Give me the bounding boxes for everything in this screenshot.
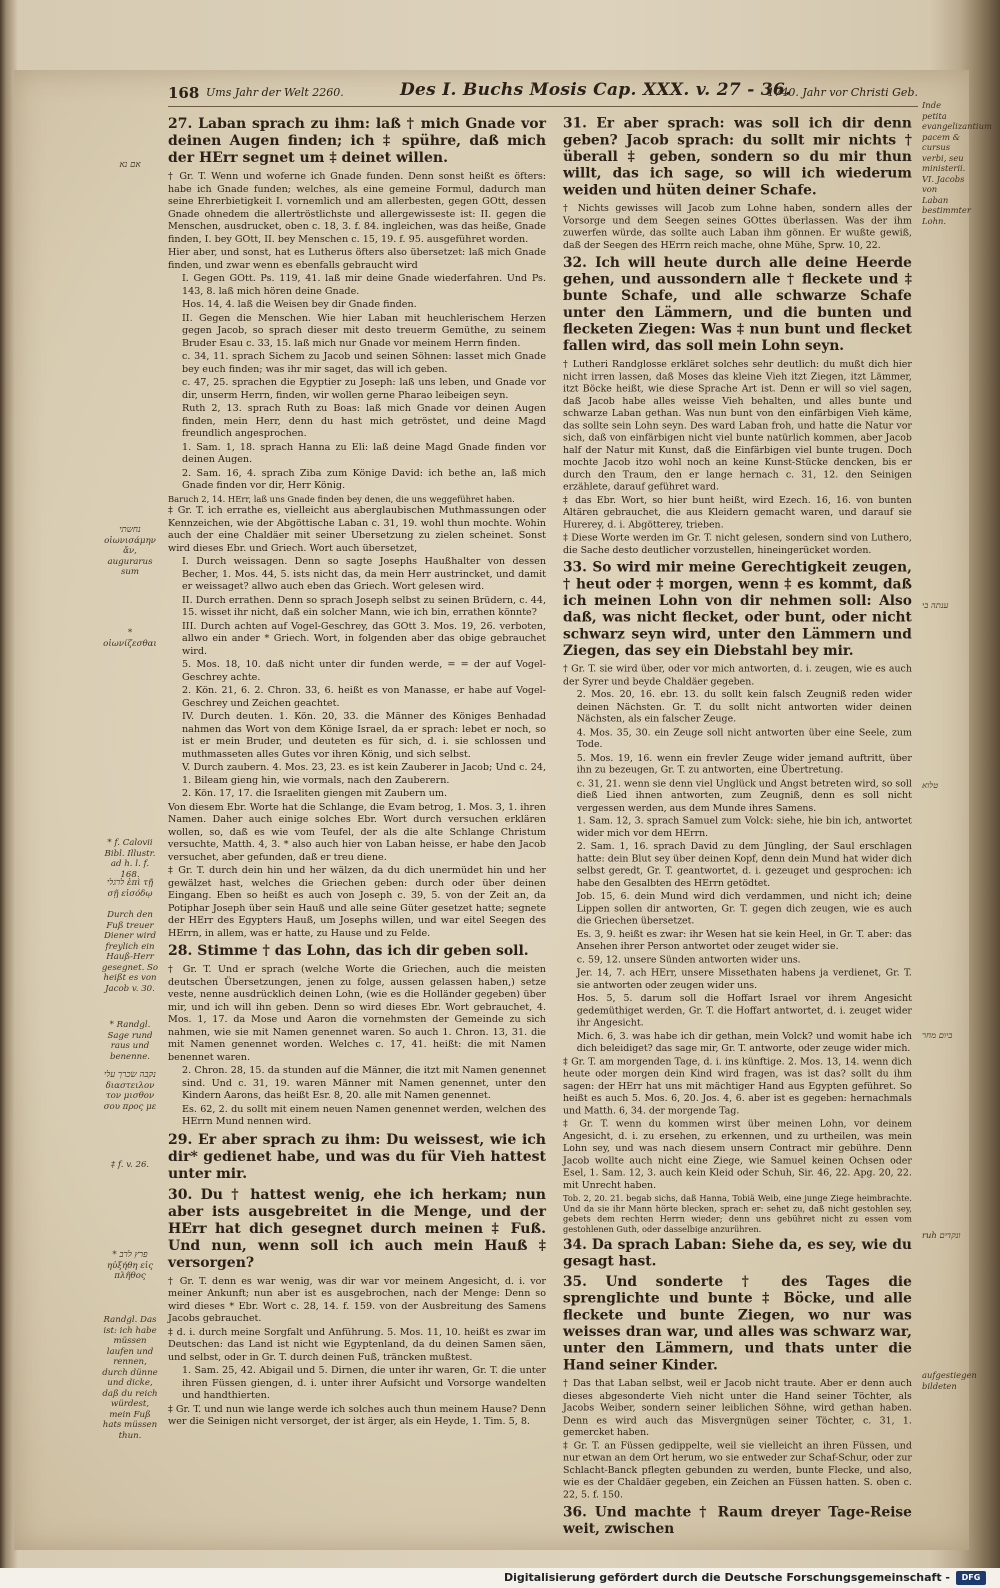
right-text-column [563, 113, 912, 1542]
page-number: 168 [168, 84, 200, 102]
margin-note: aufgestiegen bildeten [922, 1370, 977, 1391]
footnote-reference: V. Durch zaubern. 4. Mos. 23, 23. es ist kein Zauberer in Jacob; Und c. 24, 1. Bileam gieng hin, wie vormals, nach den Zauberern. [182, 762, 546, 786]
verse-text: 29. Er aber sprach zu ihm: Du weissest, wie ich dir* gedienet habe, und was du für Vieh hattest unter mir. [168, 1131, 546, 1182]
margin-note: נקבה שׂכרך עלי διαστειλον τον μισθον σου προς με [103, 1070, 157, 1112]
footnote-reference: III. Durch achten auf Vogel-Geschrey, das GOtt 3. Mos. 19, 26. verboten, allwo ein ander * Griech. Wort, in folgenden aber das obige gebrauchet wird. [182, 620, 546, 657]
footnote: Von diesem Ebr. Worte hat die Schlange, die Evam betrog, 1. Mos. 3, 1. ihren Namen. Daher auch einige solches Ebr. Wort durch versuchen erklären wollen, so, daß es wie vom Teufel, der als die alte Schlange Christum versuchte, Matth. 4, 3. * also auch hier von Laban heisse, er habe den Jacob versuchet, aber gefunden, daß er treu diene. [168, 801, 546, 863]
footnote: † Nichts gewisses will Jacob zum Lohne haben, sondern alles der Vorsorge und dem Seegen seines GOttes überlassen. Was der ihm zuwerfen würde, das sollte auch Laban ihm gönnen. Er wußte gewiß, daß der Seegen des HErrn reich mache, ohne Mühe, Sprw. 10, 22. [563, 203, 912, 251]
footnote: ‡ Gr. T. an Füssen gedippelte, weil sie vielleicht an ihren Füssen, und nur etwan an dem Ort herum, wo sie entweder zur Schaf-Schur, oder zur Schlacht-Banck pflegten gebunden zu werden, bunte Flecke, und also, wie es der Chaldäer gegeben, ein Zeichen an Füssen hatten. S. oben c. 22, 5. f. 150. [563, 1440, 912, 1501]
margin-note: Inde petita evangelizantium pacem & cursus verbi, seu ministerii. VI. Jacobs von Laban bestimmter Lohn. [922, 100, 992, 226]
footnote-reference: Es. 62, 2. du sollt mit einem neuen Namen genennet werden, welchen des HErrn Mund nennen wird. [182, 1103, 546, 1127]
margin-note: ruh ונקדים [922, 1230, 961, 1240]
footnote: ‡ d. i. durch meine Sorgfalt und Anführung. 5. Mos. 11, 10. heißt es zwar im Deutschen: das Land ist nicht wie Egyptenland, da du deinen Samen säen, und selbst, oder in Gr. T. durch deinen Fuß, träncken mußtest. [168, 1326, 546, 1363]
footnote-reference: 2. Sam. 16, 4. sprach Ziba zum Könige David: ich bethe an, laß mich Gnade finden vor dir, Herr König. [182, 467, 546, 491]
footnote-reference: 1. Sam. 1, 18. sprach Hanna zu Eli: laß deine Magd Gnade finden vor deinen Augen. [182, 441, 546, 465]
margin-note: נחשתי οἰωνισάμην ἄν, augurarus sum [104, 525, 156, 577]
footnote: ‡ Gr. T. durch dein hin und her wälzen, da du dich unermüdet hin und her gewälzet hast, welches die Griechen geben: durch oder über deinen Eingang. Eben so heißt es auch von Joseph c. 39, 5. von der Zeit an, da Potiphar Joseph über sein Hauß und alle seine Güter gesetzet hatte; segnete der HErr des Egypters Hauß, um Josephs willen, und war eitel Seegen des HErrn, in allem, was er hatte, zu Hause und zu Felde. [168, 865, 546, 939]
verse-text: 28. Stimme † das Lohn, das ich dir geben soll. [168, 943, 529, 959]
footnote: † Gr. T. sie wird über, oder vor mich antworten, d. i. zeugen, wie es auch der Syrer und beyde Chaldäer gegeben. [563, 663, 912, 687]
footnote: Hier aber, und sonst, hat es Lutherus öfters also übersetzet: laß mich Gnade finden, und zwar wenn es ebenfalls gebraucht wird [168, 247, 546, 271]
footnote-reference: I. Gegen GOtt. Ps. 119, 41. laß mir deine Gnade wiederfahren. Und Ps. 143, 8. laß mich hören deine Gnade. [182, 273, 546, 297]
dfg-logo: DFG [956, 1571, 986, 1585]
footnote: ‡ Gr. T. und nun wie lange werde ich solches auch thun meinem Hause? Denn wer die Seinigen nicht versorget, der ist ärger, als ein Heyde, 1. Tim. 5, 8. [168, 1403, 546, 1427]
footnote-reference: Jer. 14, 7. ach HErr, unsere Missethaten habens ja verdienet, Gr. T. sie antworten oder zeugen wider uns. [576, 967, 912, 991]
footnote-reference: c. 34, 11. sprach Sichem zu Jacob und seinen Söhnen: lasset mich Gnade bey euch finden; was ihr mir saget, das will ich geben. [182, 351, 546, 375]
margin-note: * פרץ לרב ηὐξήθη εἰς πλῆθος [106, 1250, 154, 1281]
footnote-reference: II. Gegen die Menschen. Wie hier Laban mit heuchlerischem Herzen gegen Jacob, so sprach dieser mit desto treuerm Gemüthe, zu seinem Bruder Esau c. 33, 15. laß mich nur Gnade vor meinem Herrn finden. [182, 312, 546, 349]
margin-note: Randgl. Das ist: ich habe müssen laufen und rennen, durch dünne und dicke, daß du reich würdest, mein Fuß hats müssen thun. [102, 1315, 158, 1441]
footnote: † Das that Laban selbst, weil er Jacob nicht traute. Aber er denn auch dieses abgesonderte Vieh nicht unter die Hand seiner Töchter, als Jacobs Weiber, sondern seiner leiblichen Söhne, wird gethan haben. Denn es wird auch das Misvergnügen seiner Töchter, c. 31, 1. gemercket haben. [563, 1378, 912, 1438]
footnote-reference: c. 47, 25. sprachen die Egyptier zu Joseph: laß uns leben, und Gnade vor dir, unserm Herrn, finden, wir wollen gerne Pharao leibeigen seyn. [182, 377, 546, 401]
margin-note: ‡ f. v. 26. [110, 1160, 150, 1170]
running-head [168, 80, 918, 107]
margin-note: * οἰωνίζεσθαι [103, 628, 157, 649]
verse-text: 30. Du † hattest wenig, ehe ich herkam; nun aber ists ausgebreitet in die Menge, und der HErr hat dich gesegnet durch meinen ‡ Fuß. Und nun, wenn soll ich auch mein Hauß ‡ versorgen? [168, 1186, 546, 1271]
footnote: ‡ das Ebr. Wort, so hier bunt heißt, wird Ezech. 16, 16. von bunten Altären gebrauchet, die aus Kleidern gemacht waren, und darauf sie Hurerey, d. i. Abgötterey, trieben. [563, 494, 912, 530]
margin-note: ביום מחר [922, 1030, 953, 1040]
footnote: ‡ Gr. T. ich errathe es, vielleicht aus aberglaubischen Muthmassungen oder Kennzeichen, wie der Abgöttische Laban c. 31, 19. wohl thun mochte. Wohin auch der eine Chaldäer mit seiner Ubersetzung zu zielen scheinet. Sonst wird dieses Ebr. und Griech. Wort auch übersetzet, [168, 505, 546, 554]
footnote-reference: Ruth 2, 13. sprach Ruth zu Boas: laß mich Gnade vor deinen Augen finden, mein Herr, denn du hast mich getröstet, und deine Magd freundlich angesprochen. [182, 403, 546, 439]
footnote-small: Tob. 2, 20. 21. begab sichs, daß Hanna, Tobiä Weib, eine junge Ziege heimbrachte. Und da sie ihr Mann hörte blecken, sprach er: sehet zu, daß nicht gestohlen sey, gebets dem rechten Herrn wieder; denn uns gebühret nicht zu essen vom gestohlenen Guth, oder dasselbige anzurühren. [563, 1192, 912, 1234]
footnote-reference: Es. 3, 9. heißt es zwar: ihr Wesen hat sie kein Heel, in Gr. T. aber: das Ansehen ihrer Person antwortet oder zeuget wider sie. [576, 928, 912, 952]
footnote-reference: 1. Sam. 25, 42. Abigail und 5. Dirnen, die unter ihr waren, Gr. T. die unter ihren Füssen giengen, d. i. unter ihrer Aufsicht und Vorsorge wandelten und handthierten. [182, 1365, 546, 1401]
footnote-reference: Job. 15, 6. dein Mund wird dich verdammen, und nicht ich; deine Lippen sollen dir antworten, Gr. T. gegen dich zeugen, wie es auch die Griechen übersetzet. [576, 891, 912, 927]
year-before-christ: 1740. Jahr vor Christi Geb. [767, 86, 918, 99]
margin-note: * f. Calovii Bibl. Illustr. ad h. l. f. 168. [104, 838, 156, 880]
footnote: † Gr. T. denn es war wenig, was dir war vor meinem Angesicht, d. i. vor meiner Ankunft; nun aber ist es ausgebrochen, nach der Menge: Denn so wird dieses * Ebr. Wort c. 28, 14. f. 159. von der Ausbreitung des Samens Jacobs gebrauchet. [168, 1275, 546, 1324]
footnote: ‡ Gr. T. am morgenden Tage, d. i. ins künftige. 2. Mos. 13, 14. wenn dich heute oder morgen dein Kind wird fragen, was ist das? sollt du ihm sagen: der HErr hat uns mit mächtiger Hand aus Egypten geführet. So heißt es auch 5. Mos. 6, 20. Jos. 4, 6. aber ist es gegeben: hernachmals und Matth. 6, 34. der morgende Tag. [563, 1056, 912, 1117]
margin-note: * Randgl. Sage rund raus und benenne. [107, 1020, 153, 1062]
footnote-reference: 5. Mos. 18, 10. daß nicht unter dir funden werde, = = der auf Vogel-Geschrey achte. [182, 659, 546, 683]
footnote-reference: IV. Durch deuten. 1. Kön. 20, 33. die Männer des Königes Benhadad nahmen das Wort von dem Könige Israel, da er sprach: lebet er noch, so ist er mein Bruder, und deuteten es für sich, d. i. sie schlossen und muthmasseten alles Gutes vor ihren König, und sich selbst. [182, 711, 546, 760]
footnote: ‡ Gr. T. wenn du kommen wirst über meinen Lohn, vor deinem Angesicht, d. i. zu ersehen, zu erkennen, und zu urtheilen, was mein Lohn sey, und was nach diesem unsern Contract mir gebühre. Denn Jacob wollte auch nicht eine Ziege, wie Samuel keinen Ochsen oder Esel, 1. Sam. 12, 3. auch kein Kleid oder Schuh, Sir. 46, 22. Apg. 20, 22. mit Unrecht haben. [563, 1118, 912, 1191]
footnote-reference: 2. Sam. 1, 16. sprach David zu dem Jüngling, der Saul erschlagen hatte: dein Blut sey über deinen Kopf, denn dein Mund hat wider dich selbst geredt, Gr. T. geantwortet, d. i. gezeuget und gesprochen: ich habe den Gesalbten des HErrn getödtet. [576, 841, 912, 889]
verse-text: 35. Und sonderte † des Tages die sprenglichte und bunte ‡ Böcke, und alle fleckete und bunte Ziegen, wo nur was weisses dran war, und alles was schwarz war, unter den Lämmern, und thats unter die Hand seiner Kinder. [563, 1274, 912, 1374]
page-title: Des I. Buchs Mosis Cap. XXX. v. 27 - 36. [400, 80, 792, 100]
footnote-reference: I. Durch weissagen. Denn so sagte Josephs Haußhalter von dessen Becher, 1. Mos. 44, 5. ists nicht das, da mein Herr austrincket, und damit er weissaget? allwo auch eben das Griech. Wort gelesen wird. [182, 556, 546, 592]
footnote: † Gr. T. Und er sprach (welche Worte die Griechen, auch die meisten deutschen Übersetzungen, jenen zu folge, aussen gelassen haben,) setze veste, nenne ausdrücklich deinen Lohn, (wie es die Holländer gegeben) über mir, und ich will ihn geben. Denn so wird dieses Ebr. Wort gebrauchet, 4. Mos. 1, 17. da Mose und Aaron die vornehmsten der Gemeinde zu sich nahmen, wie sie mit Namen genennet waren. So auch 1. Chron. 13, 31. die mit Namen genennet worden. Welches c. 17, 41. heißt: die mit Namen benennet waren. [168, 964, 546, 1063]
margin-note: טלוא [922, 780, 939, 790]
footnote-reference: Hos. 14, 4. laß die Weisen bey dir Gnade finden. [182, 299, 417, 310]
margin-note: ענתה בי [922, 600, 949, 610]
footnote: † Gr. T. Wenn und woferne ich Gnade funden. Denn sonst heißt es öfters: habe ich Gnade funden; welches, als eine gemeine Formul, dadurch man seine Ehrerbietigkeit I. vornemlich und am allerbesten, gegen GOtt, dessen Gnade ohnedem die allertröstlichste und allergewisseste ist: II. gegen die Menschen, ausdrucket, oben c. 18, 3. f. 84. ingleichen, was das heiße, Gnade finden, I. bey GOtt, II. bey Menschen c. 15, 19. f. 95. ausgeführet worden. [168, 171, 546, 245]
verse-text: 36. Und machte † Raum dreyer Tage-Reise weit, zwischen [563, 1504, 912, 1537]
footnote-reference: Hos. 5, 5. darum soll die Hoffart Israel vor ihrem Angesicht gedemüthiget werden, Gr. T. die Hoffart antwortet, d. i. zeuget wider ihr Angesicht. [576, 993, 912, 1029]
funding-note: Digitalisierung gefördert durch die Deutsche Forschungsgemeinschaft - [503, 1571, 950, 1584]
footnote-reference: 5. Mos. 19, 16. wenn ein frevler Zeuge wider jemand auftritt, über ihn zu bezeugen, Gr. T. zu antworten, eine Übertretung. [576, 752, 912, 776]
footnote-reference: Mich. 6, 3. was habe ich dir gethan, mein Volck? und womit habe ich dich beleidiget? das sage mir, Gr. T. antworte, oder zeuge wider mich. [576, 1030, 912, 1054]
footnote-reference: 1. Sam. 12, 3. sprach Samuel zum Volck: siehe, hie bin ich, antwortet wider mich vor dem HErrn. [576, 815, 912, 839]
footnote: † Lutheri Randglosse erkläret solches sehr deutlich: du mußt dich hier nicht irren lassen, daß Moses das kleine Vieh itzt Ziegen, itzt Lämmer, itzt Böcke heißt, wie diese Sprache Art ist. Denn er will so viel sagen, daß Jacob habe alles weisse Vieh behalten, und alles bunte und schwarze Laban gethan. Was nun bunt von den einfärbigen Vieh käme, das sollte sein Lohn seyn. Des ward Laban froh, und hatte die Natur vor sich, daß von einfärbigen nicht viel bunte natürlich kommen, aber Jacob half der Natur mit Kunst, daß die Einfärbigen viel bunte trugen. Doch mochte Jacob itzo wohl noch an keine Kunst-Stücke dencken, bis er durch den Traum, den er lange hernach c. 31, 12. den Seinigen erzählete, darauf geführet ward. [563, 358, 912, 493]
margin-note: לרגלי ἐπὶ τῇ σῇ εἰσόδῳ [106, 878, 154, 899]
footnote-reference: c. 31, 21. wenn sie denn viel Unglück und Angst betreten wird, so soll dieß Lied ihnen antworten, zum Zeugniß, denn es soll nicht vergessen werden, aus dem Munde ihres Samens. [576, 777, 912, 814]
footnote-reference: 4. Mos. 35, 30. ein Zeuge soll nicht antworten über eine Seele, zum Tode. [576, 726, 912, 750]
footnote-small: Baruch 2, 14. HErr, laß uns Gnade finden bey denen, die uns weggeführet haben. [168, 493, 515, 504]
verse-text: 31. Er aber sprach: was soll ich dir denn geben? Jacob sprach: du sollt mir nichts † überall ‡ geben, sondern so du mir thun willt, das ich sage, so will ich wiederum weiden und hüten deiner Schafe. [563, 115, 912, 199]
footnote-reference: 2. Kön. 17, 17. die Israeliten giengen mit Zaubern um. [182, 788, 448, 799]
margin-note: אם נא [119, 160, 141, 170]
footnote-reference: 2. Mos. 20, 16. ebr. 13. du sollt kein falsch Zeugniß reden wider deinen Nächsten. Gr. T. du sollt nicht antworten wider deinen Nächsten, als ein falscher Zeuge. [576, 689, 912, 725]
footnote-reference: 2. Kön. 21, 6. 2. Chron. 33, 6. heißt es von Manasse, er habe auf Vogel-Geschrey und Zeichen geachtet. [182, 685, 546, 709]
footnote-reference: c. 59, 12. unsere Sünden antworten wider uns. [576, 954, 801, 966]
verse-text: 33. So wird mir meine Gerechtigkeit zeugen, † heut oder ‡ morgen, wenn ‡ es kommt, daß ich meinen Lohn von dir nehmen soll: Also daß, was nicht flecket, oder bunt, oder nicht schwarz seyn wird, unter den Lämmern und Ziegen, das sey ein Diebstahl bey mir. [563, 559, 912, 659]
digitization-footer [0, 1568, 1000, 1588]
verse-text: 32. Ich will heute durch alle deine Heerde gehen, und aussondern alle † fleckete und ‡ bunte Schafe, und alle schwarze Schafe unter den Lämmern, und die bunten und flecketen Ziegen: Was ‡ nun bunt und flecket fallen wird, das soll mein Lohn seyn. [563, 255, 912, 355]
year-of-world: Ums Jahr der Welt 2260. [206, 86, 344, 99]
footnote-reference: II. Durch errathen. Denn so sprach Joseph selbst zu seinen Brüdern, c. 44, 15. wisset ihr nicht, daß ein solcher Mann, wie ich bin, errathen könnte? [182, 594, 546, 618]
margin-note: Durch den Fuß treuer Diener wird freylich ein Hauß-Herr gesegnet. So heißt es von Jacob v. 30. [101, 910, 159, 994]
verse-text: 34. Da sprach Laban: Siehe da, es sey, wie du gesagt hast. [563, 1237, 912, 1270]
left-text-column [168, 113, 546, 1430]
footnote-reference: 2. Chron. 28, 15. da stunden auf die Männer, die itzt mit Namen genennet sind. Und c. 31, 19. waren Männer mit Namen genennet, unter den Kindern Aarons, das heißt Esr. 8, 20. alle mit Namen genennet. [182, 1065, 546, 1101]
footnote: ‡ Diese Worte werden im Gr. T. nicht gelesen, sondern sind von Luthero, die Sache desto deutlicher vorzustellen, hineingerücket worden. [563, 532, 912, 556]
verse-text: 27. Laban sprach zu ihm: laß † mich Gnade vor deinen Augen finden; ich ‡ spühre, daß mich der HErr segnet um ‡ deinet willen. [168, 116, 546, 166]
